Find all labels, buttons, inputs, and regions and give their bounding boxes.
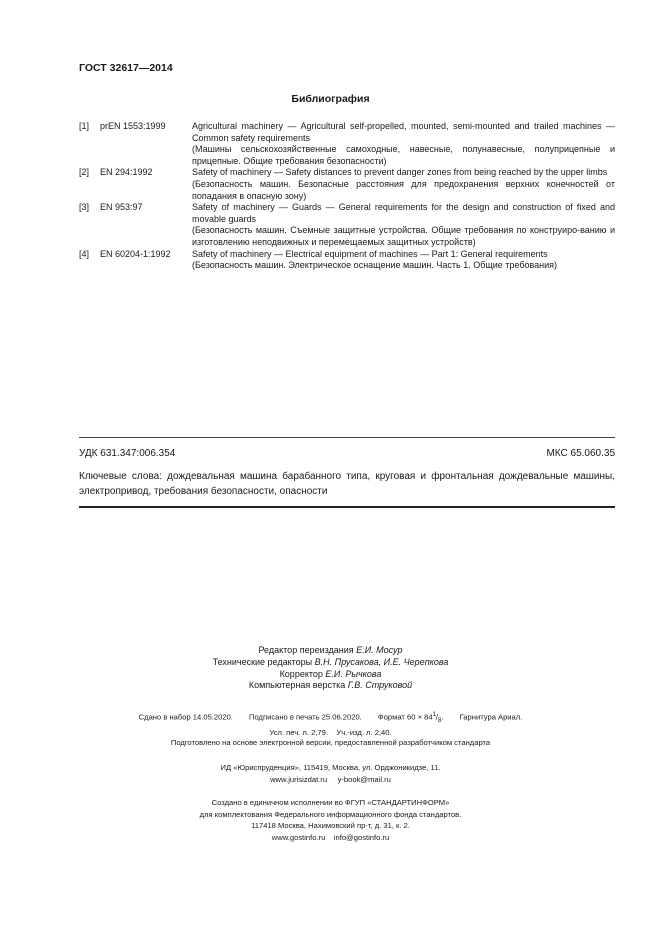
printer-address: 117418 Москва, Нахимовский пр-т, д. 31, к. 2. (251, 821, 410, 830)
entry-number: [1] (79, 121, 90, 131)
entry-title-en: Safety of machinery — Safety distances to prevent danger zones from being reached by the upper limbs (192, 167, 608, 178)
publisher-email-link[interactable]: y-book@mail.ru (337, 774, 391, 784)
entry-title-en: Agricultural machinery — Agricultural self-propelled, mounted, semi-mounted and trailed machines — Common safety requirements (192, 121, 615, 143)
entry-code: EN 953:97 (100, 202, 143, 213)
bibliography-entry (79, 249, 615, 272)
entry-text (192, 121, 615, 167)
publisher-site-link[interactable]: www.jurisizdat.ru (270, 774, 328, 784)
prepared-note: Подготовлено на основе электронной версии, предоставленной разработчиком стандарта (170, 738, 491, 747)
bottom-divider (79, 506, 615, 508)
credits-block (0, 645, 661, 692)
entry-number: [3] (79, 202, 90, 213)
credit-layout: Компьютерная верстка Г.В. Струковой (248, 680, 413, 691)
publisher-contacts (0, 774, 661, 786)
printer-line-2: для комплектования Федерального информационного фонда стандартов. (199, 809, 462, 819)
entry-text (192, 202, 615, 248)
top-divider (79, 437, 615, 438)
printer-site-link[interactable]: www.gostinfo.ru (271, 832, 326, 842)
credit-editor: Редактор переиздания Е.И. Мосур (258, 645, 403, 655)
publisher-address: ИД «Юриспруденция», 115419, Москва, ул. Орджоникидзе, 11. (220, 763, 441, 772)
mks-code: МКС 65.060.35 (546, 448, 615, 459)
entry-number: [2] (79, 167, 90, 178)
entry-number: [4] (79, 248, 90, 259)
entry-title-ru: (Машины сельскохозяйственные самоходные, навесные, полунавесные, полуприцепные и прицепные. Общие требования безопасности) (192, 144, 615, 166)
entry-code: prEN 1553:1999 (100, 121, 166, 131)
bibliography-entry (79, 167, 615, 202)
standard-number: ГОСТ 32617—2014 (79, 62, 173, 74)
entry-title-en: Safety of machinery — Guards — General requirements for the design and construction of fixed and movable guards (192, 202, 615, 224)
bibliography-entry (79, 121, 615, 167)
print-info (0, 709, 661, 739)
print-info-line-2: Усл. печ. л. 2,79. Уч.-изд. л. 2,40. (269, 728, 392, 738)
entry-title-ru: (Безопасность машин. Съемные защитные устройства. Общие требования по конструиро-ванию и изготовлению неподвижных и перемещаемых защитных устройств) (192, 225, 615, 247)
entry-text (192, 249, 615, 272)
credit-corrector: Корректор Е.И. Рычкова (279, 668, 382, 679)
printer-info (0, 797, 661, 843)
bibliography-list (79, 121, 615, 272)
printer-email-link[interactable]: info@gostinfo.ru (333, 832, 390, 842)
entry-title-ru: (Безопасность машин. Безопасные расстояния для предохранения верхних конечностей от попадания в опасную зону) (192, 178, 615, 201)
entry-code: EN 60204-1:1992 (100, 248, 171, 259)
entry-title-ru: (Безопасность машин. Электрическое оснащение машин. Часть 1. Общие требования) (192, 260, 558, 271)
keywords: Ключевые слова: дождевальная машина барабанного типа, круговая и фронтальная дождевальные машины, электропривод, требования безопасности, опасности (79, 471, 615, 497)
bibliography-entry (79, 202, 615, 248)
credit-tech-editors: Технические редакторы В.Н. Прусакова, И.Е. Черепкова (212, 656, 449, 667)
entry-text (192, 167, 615, 202)
printer-contacts (0, 832, 661, 844)
entry-title-en: Safety of machinery — Electrical equipment of machines — Part 1: General requirements (192, 248, 548, 259)
bibliography-title: Библиография (291, 93, 370, 105)
udc-code: УДК 631.347:006.354 (79, 448, 176, 459)
print-info-line-1: Сдано в набор 14.05.2020. Подписано в печать 25.06.2020. Формат $60 \times 84^1/_8$. Гарнитура Ариал. (138, 712, 523, 725)
publisher-info (0, 762, 661, 785)
printer-line-1: Создано в единичном исполнении во ФГУП «СТАНДАРТИНФОРМ» (211, 798, 450, 807)
entry-code: EN 294:1992 (100, 167, 153, 178)
